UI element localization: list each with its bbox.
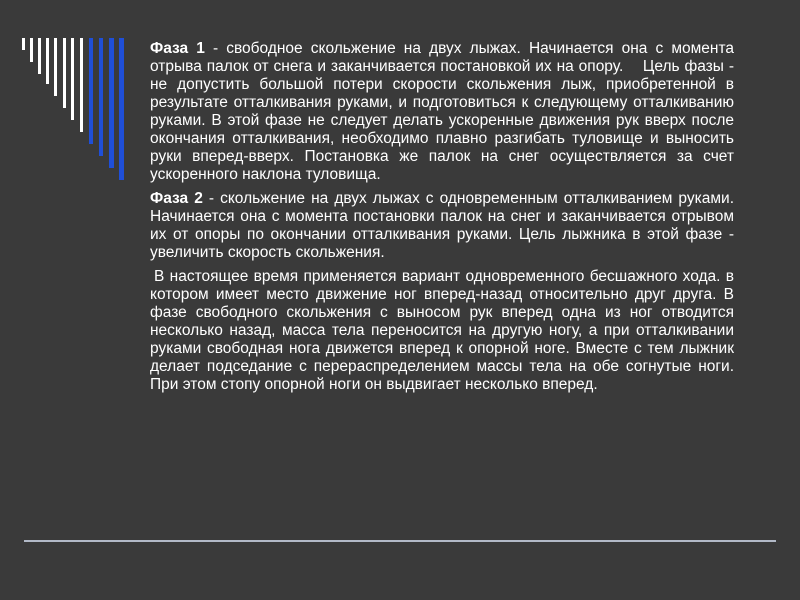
paragraph-phase-1 [150,40,734,184]
stripe-3 [38,38,41,74]
bottom-divider [24,540,776,542]
stripe-9 [89,38,93,144]
stripe-8 [80,38,83,132]
stripe-7 [71,38,74,120]
stripe-2 [30,38,33,62]
stripe-11 [109,38,114,168]
stripe-4 [46,38,49,84]
stripe-12 [119,38,124,180]
modern-variant-text: В настоящее время применяется вариант одновременного бесшажного хода. в котором имеет место движение ног вперед-назад относительно друг друга. В фазе свободного скольжения с выносом рук вперед одна из ног отводится несколько назад, масса тела переносится на другую ногу, а при отталкивании руками свободная нога движется вперед к опорной ноге. Вместе с тем лыжник делает подседание с перераспределением массы тела на обе согнутые ноги. При этом стопу опорной ноги он выдвигает несколько вперед. [150,268,734,393]
paragraph-modern-variant [150,268,734,394]
phase-2-label: Фаза 2 [150,190,203,207]
slide-body [150,40,734,400]
phase-1-label: Фаза 1 [150,40,205,57]
phase-2-text: - скольжение на двух лыжах с одновременным отталкиванием руками. Начинается она с момента постановки палок на снег и заканчивается отрывом их от опоры по окончании отталкивания руками. Цель лыжника в этой фазе - увеличить скорость скольжения. [150,190,734,261]
stripe-1 [22,38,25,50]
phase-1-text: - свободное скольжение на двух лыжах. Начинается она с момента отрыва палок от снега и заканчивается постановкой их на опору. Цель фазы - не допустить большой потери скорости скольжения лыж, приобретенной в результате отталкивания руками, и подготовиться к следующему отталкиванию руками. В этой фазе не следует делать ускоренные движения рук вверх после окончания отталкивания, необходимо плавно разгибать туловище и выносить руки вперед-вверх. Постановка же палок на снег осуществляется за счет ускоренного наклона туловища. [150,40,734,183]
stripe-10 [99,38,103,156]
stripe-6 [63,38,66,108]
stripe-5 [54,38,57,96]
paragraph-phase-2 [150,190,734,262]
